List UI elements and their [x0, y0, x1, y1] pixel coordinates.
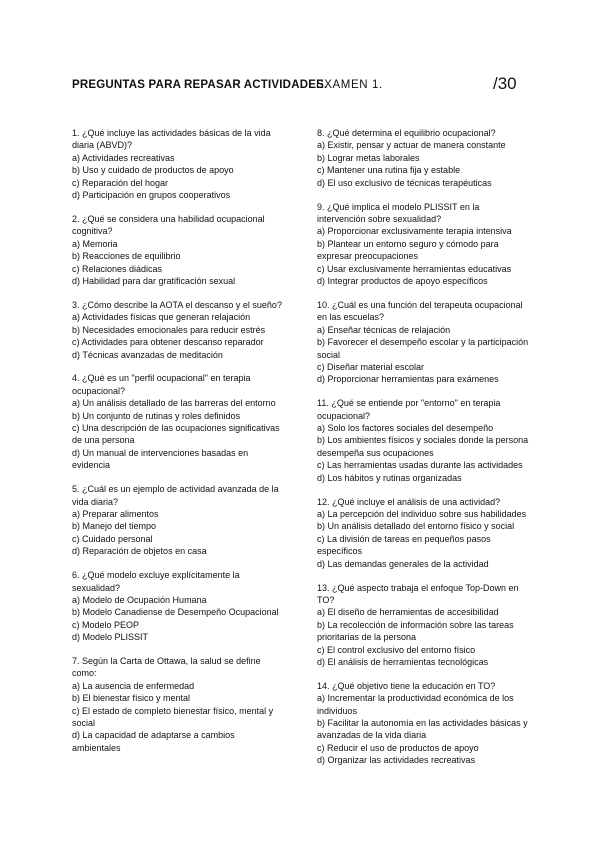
- answer-option: d) Participación en grupos cooperativos: [72, 190, 231, 201]
- answer-option: d) Los hábitos y rutinas organizadas: [317, 472, 462, 483]
- answer-option: c) Diseñar material escolar: [317, 361, 425, 372]
- question-text: 6. ¿Qué modelo excluye explícitamente la sexualidad?: [72, 570, 240, 593]
- answer-option: b) Los ambientes físicos y sociales donde la persona desempeña sus ocupaciones: [317, 435, 529, 458]
- document-title: PREGUNTAS PARA REPASAR ACTIVIDADES.: [72, 79, 328, 91]
- question-text: 9. ¿Qué implica el modelo PLISSIT en la intervención sobre sexualidad?: [317, 201, 480, 224]
- answer-option: b) Lograr metas laborales: [317, 152, 420, 163]
- answer-option: b) Manejo del tiempo: [72, 521, 157, 532]
- answer-option: d) El uso exclusivo de técnicas terapéuticas: [317, 177, 492, 188]
- right-question-column: [317, 127, 529, 767]
- score-label: /30: [493, 74, 517, 93]
- exam-header: [72, 74, 532, 98]
- answer-option: b) Reacciones de equilibrio: [72, 251, 181, 262]
- answer-option: c) El estado de completo bienestar físico, mental y social: [72, 705, 274, 729]
- answer-option: a) Actividades físicas que generan relajación: [72, 312, 251, 323]
- question-text: 5. ¿Cuál es un ejemplo de actividad avanzada de la vida diaria?: [72, 484, 279, 507]
- question-text: 4. ¿Qué es un "perfil ocupacional" en terapia ocupacional?: [72, 373, 251, 396]
- answer-option: a) Solo los factores sociales del desempeño: [317, 423, 494, 434]
- question-item: [72, 655, 284, 754]
- answer-option: c) Las herramientas usadas durante las actividades: [317, 460, 523, 471]
- answer-option: d) Las demandas generales de la actividad: [317, 558, 489, 569]
- answer-option: c) Reducir el uso de productos de apoyo: [317, 742, 479, 753]
- question-item: [317, 496, 529, 570]
- answer-option: b) Un análisis detallado del entorno físico y social: [317, 521, 515, 532]
- question-item: [317, 680, 529, 767]
- question-text: 2. ¿Qué se considera una habilidad ocupacional cognitiva?: [72, 213, 265, 237]
- answer-option: d) Integrar productos de apoyo específicos: [317, 275, 488, 286]
- question-text: 11. ¿Qué se entiende por "entorno" en terapia ocupacional?: [317, 398, 501, 421]
- answer-option: c) Actividades para obtener descanso reparador: [72, 337, 264, 348]
- question-text: 14. ¿Qué objetivo tiene la educación en TO?: [317, 680, 496, 691]
- question-text: 12. ¿Qué incluye el análisis de una actividad?: [317, 496, 501, 507]
- answer-option: d) Proporcionar herramientas para exámenes: [317, 374, 499, 385]
- question-item: [72, 372, 284, 471]
- answer-option: a) La percepción del individuo sobre sus habilidades: [317, 508, 527, 519]
- answer-option: a) Proporcionar exclusivamente terapia intensiva: [317, 226, 512, 237]
- answer-option: c) Una descripción de las ocupaciones significativas de una persona: [72, 423, 280, 446]
- answer-option: a) Existir, pensar y actuar de manera constante: [317, 140, 506, 151]
- answer-option: b) Necesidades emocionales para reducir estrés: [72, 324, 266, 335]
- question-item: [72, 569, 284, 643]
- question-item: [317, 127, 529, 189]
- question-item: [72, 299, 284, 361]
- question-item: [72, 127, 284, 201]
- question-text: 7. Según la Carta de Ottawa, la salud se define como:: [72, 656, 261, 679]
- answer-option: a) Un análisis detallado de las barreras del entorno: [72, 398, 276, 409]
- question-item: [72, 213, 284, 287]
- left-question-column: [72, 127, 284, 754]
- answer-option: a) Enseñar técnicas de relajación: [317, 324, 451, 335]
- answer-option: a) El diseño de herramientas de accesibilidad: [317, 607, 499, 618]
- answer-option: c) La división de tareas en pequeños pasos específicos: [317, 533, 491, 557]
- answer-option: c) Mantener una rutina fija y estable: [317, 165, 461, 176]
- answer-option: b) Modelo Canadiense de Desempeño Ocupacional: [72, 607, 279, 618]
- answer-option: b) El bienestar físico y mental: [72, 693, 191, 704]
- answer-option: b) Facilitar la autonomía en las actividades básicas y avanzadas de la vida diaria: [317, 718, 528, 741]
- answer-option: a) Modelo de Ocupación Humana: [72, 594, 207, 605]
- question-text: 3. ¿Cómo describe la AOTA el descanso y el sueño?: [72, 299, 282, 310]
- answer-option: d) Técnicas avanzadas de meditación: [72, 349, 223, 360]
- answer-option: d) El análisis de herramientas tecnológicas: [317, 656, 489, 667]
- question-text: 10. ¿Cuál es una función del terapeuta ocupacional en las escuelas?: [317, 299, 523, 323]
- answer-option: d) Reparación de objetos en casa: [72, 546, 207, 557]
- answer-option: c) Relaciones diádicas: [72, 263, 163, 274]
- answer-option: b) Plantear un entorno seguro y cómodo para expresar preocupaciones: [317, 238, 499, 262]
- answer-option: b) Favorecer el desempeño escolar y la participación social: [317, 337, 529, 360]
- answer-option: b) Uso y cuidado de productos de apoyo: [72, 165, 234, 176]
- exam-label: EXAMEN 1.: [316, 79, 383, 91]
- answer-option: a) Preparar alimentos: [72, 508, 159, 519]
- question-item: [317, 201, 529, 288]
- question-item: [317, 299, 529, 386]
- question-item: [72, 483, 284, 557]
- answer-option: d) Habilidad para dar gratificación sexual: [72, 275, 236, 286]
- answer-option: d) La capacidad de adaptarse a cambios ambientales: [72, 730, 235, 753]
- answer-option: d) Un manual de intervenciones basadas en evidencia: [72, 447, 249, 471]
- question-item: [317, 582, 529, 669]
- answer-option: a) Actividades recreativas: [72, 152, 175, 163]
- answer-option: b) Un conjunto de rutinas y roles definidos: [72, 410, 241, 421]
- question-item: [317, 397, 529, 484]
- answer-option: d) Organizar las actividades recreativas: [317, 755, 476, 766]
- question-text: 1. ¿Qué incluye las actividades básicas de la vida diaria (ABVD)?: [72, 128, 271, 151]
- answer-option: a) Incrementar la productividad económica de los individuos: [317, 693, 514, 716]
- answer-option: a) Memoria: [72, 238, 118, 249]
- answer-option: c) El control exclusivo del entorno físico: [317, 644, 476, 655]
- answer-option: c) Cuidado personal: [72, 533, 153, 544]
- answer-option: c) Usar exclusivamente herramientas educativas: [317, 263, 512, 274]
- question-text: 8. ¿Qué determina el equilibrio ocupacional?: [317, 128, 496, 138]
- answer-option: d) Modelo PLISSIT: [72, 632, 149, 643]
- question-text: 13. ¿Qué aspecto trabaja el enfoque Top-Down en TO?: [317, 582, 519, 605]
- answer-option: b) La recolección de información sobre las tareas prioritarias de la persona: [317, 619, 514, 643]
- answer-option: c) Reparación del hogar: [72, 177, 169, 188]
- answer-option: c) Modelo PEOP: [72, 619, 140, 630]
- answer-option: a) La ausencia de enfermedad: [72, 680, 195, 691]
